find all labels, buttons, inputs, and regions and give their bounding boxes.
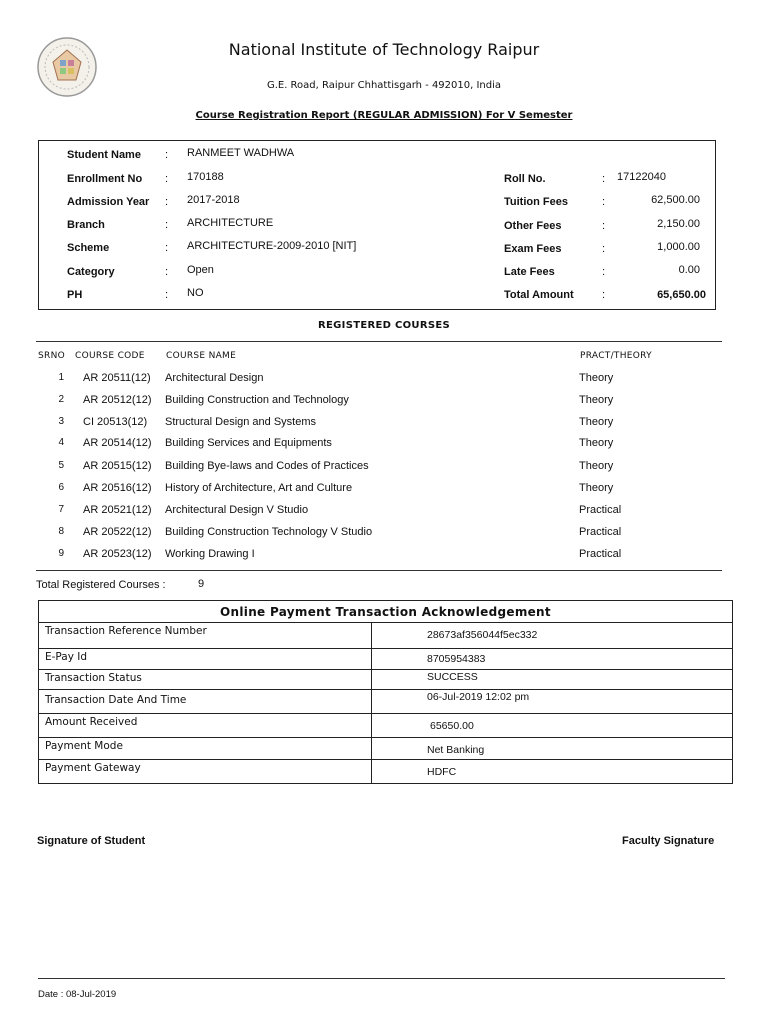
total-amount-label: Total Amount [504, 289, 574, 301]
faculty-signature-label: Faculty Signature [622, 835, 715, 847]
exam-fees-label: Exam Fees [504, 243, 562, 255]
transaction-ref-label: Transaction Reference Number [39, 623, 372, 649]
roll-no-value: 17122040 [617, 171, 666, 183]
category-label: Category [67, 266, 115, 278]
course-type: Theory [579, 372, 614, 384]
category-value: Open [187, 264, 214, 276]
payment-mode-label: Payment Mode [39, 738, 372, 760]
course-srno: 6 [58, 482, 64, 493]
transaction-status-value: SUCCESS [372, 670, 733, 690]
course-row [0, 416, 768, 436]
course-type: Practical [579, 548, 622, 560]
total-courses-value: 9 [198, 578, 205, 590]
exam-fees-value: 1,000.00 [657, 241, 700, 253]
epay-id-value: 8705954383 [372, 649, 733, 670]
course-srno: 1 [58, 372, 64, 383]
payment-gateway-value: HDFC [372, 760, 733, 784]
course-type: Theory [579, 416, 614, 428]
institute-name: National Institute of Technology Raipur [228, 40, 540, 59]
colon: : [602, 173, 606, 185]
ph-value: NO [187, 287, 204, 299]
transaction-ref-value: 28673af356044f5ec332 [372, 623, 733, 649]
colon: : [602, 220, 606, 232]
course-srno: 2 [58, 394, 64, 405]
colon: : [165, 266, 169, 278]
colon: : [165, 242, 169, 254]
course-name: Working Drawing I [165, 548, 255, 560]
total-courses-label: Total Registered Courses : [36, 579, 166, 591]
colon: : [602, 196, 606, 208]
payment-mode-value: Net Banking [372, 738, 733, 760]
late-fees-label: Late Fees [504, 266, 555, 278]
student-name-value: RANMEET WADHWA [187, 147, 295, 159]
roll-no-label: Roll No. [504, 173, 546, 185]
tuition-fees-value: 62,500.00 [651, 194, 700, 206]
course-srno: 7 [58, 504, 64, 515]
transaction-status-label: Transaction Status [39, 670, 372, 690]
divider [36, 341, 722, 342]
total-amount-value: 65,650.00 [657, 289, 706, 301]
transaction-datetime-value: 06-Jul-2019 12:02 pm [372, 690, 733, 714]
course-name: Structural Design and Systems [165, 416, 317, 428]
institute-address: G.E. Road, Raipur Chhattisgarh - 492010, India [266, 80, 502, 91]
course-row [0, 394, 768, 414]
payment-acknowledgement-table [38, 600, 733, 784]
course-type: Theory [579, 437, 614, 449]
course-type: Theory [579, 482, 614, 494]
course-code: AR 20512(12) [83, 394, 152, 406]
amount-received-value: 65650.00 [372, 714, 733, 738]
scheme-value: ARCHITECTURE-2009-2010 [NIT] [187, 240, 357, 252]
ph-label: PH [67, 289, 83, 301]
course-code: CI 20513(12) [83, 416, 148, 428]
payment-gateway-label: Payment Gateway [39, 760, 372, 784]
late-fees-value: 0.00 [678, 264, 700, 276]
epay-id-label: E-Pay Id [39, 649, 372, 670]
course-row [0, 460, 768, 480]
course-name: Building Services and Equipments [165, 437, 332, 449]
course-name: Architectural Design [165, 372, 264, 384]
course-name: Building Bye-laws and Codes of Practices [165, 460, 369, 472]
colon: : [165, 219, 169, 231]
colon: : [165, 196, 169, 208]
course-srno: 8 [58, 526, 64, 537]
colon: : [602, 289, 606, 301]
colon: : [165, 149, 169, 161]
course-type: Practical [579, 504, 622, 516]
col-header-type: PRACT/THEORY [580, 351, 652, 361]
enrollment-no-value: 170188 [187, 171, 224, 183]
branch-label: Branch [67, 219, 105, 231]
course-code: AR 20515(12) [83, 460, 152, 472]
tuition-fees-label: Tuition Fees [504, 196, 568, 208]
admission-year-label: Admission Year [67, 196, 150, 208]
student-name-label: Student Name [67, 149, 141, 161]
footer-divider [38, 978, 725, 979]
course-srno: 3 [58, 416, 64, 427]
course-code: AR 20511(12) [83, 372, 151, 384]
amount-received-label: Amount Received [39, 714, 372, 738]
other-fees-value: 2,150.00 [657, 218, 700, 230]
colon: : [602, 266, 606, 278]
course-row [0, 482, 768, 502]
course-type: Practical [579, 526, 622, 538]
divider [36, 570, 722, 571]
admission-year-value: 2017-2018 [187, 194, 240, 206]
course-srno: 9 [58, 548, 64, 559]
course-row [0, 372, 768, 392]
course-srno: 5 [58, 460, 64, 471]
course-type: Theory [579, 394, 614, 406]
col-header-code: COURSE CODE [75, 351, 145, 361]
colon: : [165, 173, 169, 185]
course-row [0, 548, 768, 568]
course-code: AR 20516(12) [83, 482, 152, 494]
payment-table-title: Online Payment Transaction Acknowledgement [39, 601, 733, 623]
course-code: AR 20523(12) [83, 548, 152, 560]
course-code: AR 20514(12) [83, 437, 152, 449]
course-row [0, 526, 768, 546]
report-title: Course Registration Report (REGULAR ADMISSION) For V Semester [195, 110, 573, 121]
course-row [0, 504, 768, 524]
course-type: Theory [579, 460, 614, 472]
transaction-datetime-label: Transaction Date And Time [39, 690, 372, 714]
colon: : [165, 289, 169, 301]
other-fees-label: Other Fees [504, 220, 562, 232]
col-header-name: COURSE NAME [166, 351, 237, 361]
report-date: Date : 08-Jul-2019 [38, 989, 117, 1000]
course-name: Building Construction Technology V Studio [165, 526, 373, 538]
course-code: AR 20521(12) [83, 504, 152, 516]
course-name: Building Construction and Technology [165, 394, 349, 406]
registered-courses-title: REGISTERED COURSES [318, 320, 450, 331]
course-name: Architectural Design V Studio [165, 504, 309, 516]
colon: : [602, 243, 606, 255]
col-header-srno: SRNO [38, 351, 65, 361]
course-code: AR 20522(12) [83, 526, 152, 538]
student-signature-label: Signature of Student [37, 835, 146, 847]
enrollment-no-label: Enrollment No [67, 173, 143, 185]
scheme-label: Scheme [67, 242, 110, 254]
branch-value: ARCHITECTURE [187, 217, 274, 229]
course-row [0, 437, 768, 457]
course-name: History of Architecture, Art and Culture [165, 482, 353, 494]
course-srno: 4 [58, 437, 64, 448]
